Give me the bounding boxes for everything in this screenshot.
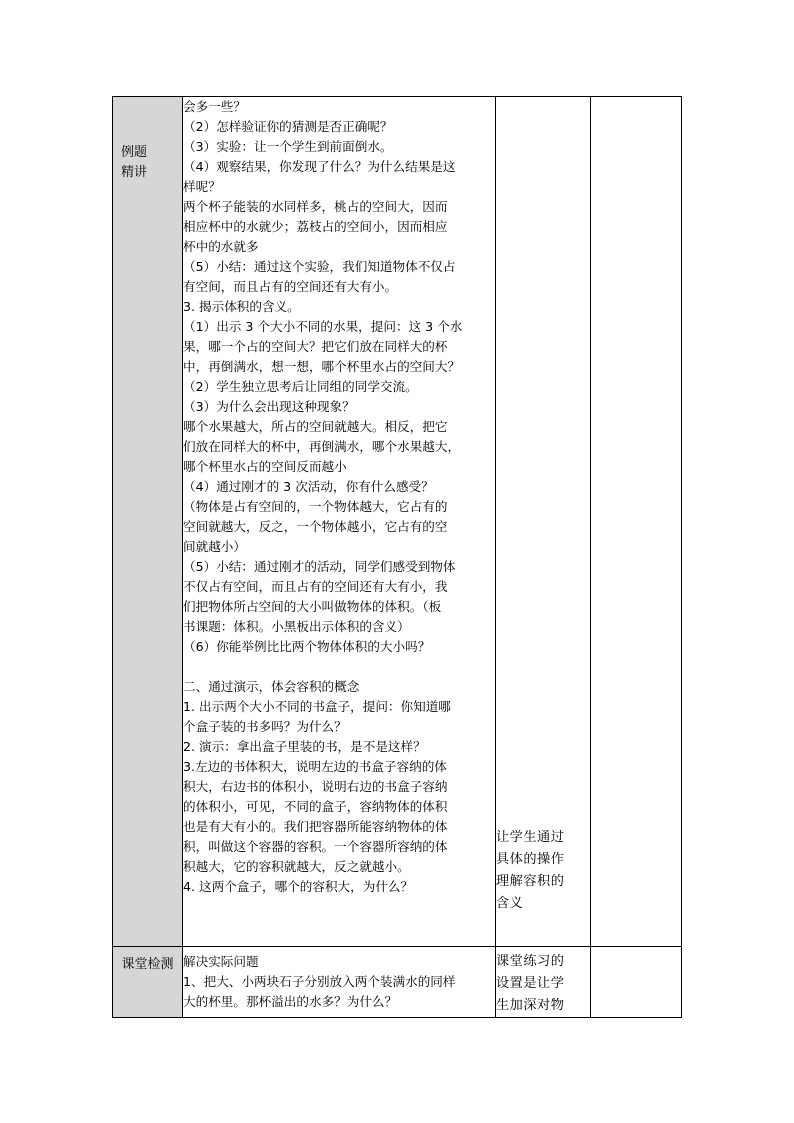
content-line: 杯中的水就多 bbox=[183, 239, 259, 254]
content-line: 们放在同样大的杯中，再倒满水，哪个水果越大， bbox=[183, 439, 461, 454]
content-line: （4）观察结果，你发现了什么？为什么结果是这 bbox=[183, 159, 456, 174]
content-line: 的体积小，可见，不同的盒子，容纳物体的体积 bbox=[183, 799, 448, 814]
content-line: 哪个水果越大，所占的空间就越大。相反，把它 bbox=[183, 419, 448, 434]
content-line: 积越大，它的容积就越大，反之就越小。 bbox=[183, 859, 410, 874]
extra-cell bbox=[591, 97, 682, 947]
content-line: 积大，右边书的体积小，说明右边的书盒子容纳 bbox=[183, 779, 448, 794]
content-line: 中，再倒满水，想一想，哪个杯里水占的空间大？ bbox=[183, 359, 461, 374]
content-line: 们把物体所占空间的大小叫做物体的体积。（板 bbox=[183, 599, 442, 614]
note-line: 让学生通过 bbox=[496, 830, 565, 845]
note-line: 理解容积的 bbox=[496, 874, 565, 889]
blank-line bbox=[183, 657, 495, 677]
content-line: 3. 揭示体积的含义。 bbox=[183, 299, 300, 314]
content-line: 3.左边的书体积大，说明左边的书盒子容纳的体 bbox=[183, 759, 447, 774]
section-label-example bbox=[113, 97, 183, 947]
lesson-content bbox=[183, 947, 496, 1018]
lesson-plan-table bbox=[112, 96, 682, 1018]
section-label-line: 例题 bbox=[121, 145, 148, 160]
content-line: （3）实验：让一个学生到前面倒水。 bbox=[183, 139, 393, 154]
content-line: 1、把大、小两块石子分别放入两个装满水的同样 bbox=[183, 974, 456, 989]
content-line: 相应杯中的水就少；荔枝占的空间小，因而相应 bbox=[183, 219, 448, 234]
content-line: 解决实际问题 bbox=[183, 954, 259, 969]
content-line: （1）出示 3 个大小不同的水果，提问：这 3 个水 bbox=[183, 319, 463, 334]
extra-cell bbox=[591, 947, 682, 1018]
content-line: 书课题：体积。小黑板出示体积的含义） bbox=[183, 619, 410, 634]
content-line: （物体是占有空间的，一个物体越大，它占有的 bbox=[183, 499, 448, 514]
design-note bbox=[496, 947, 591, 1018]
content-line: 大的杯里。那杯溢出的水多？为什么？ bbox=[183, 994, 398, 1009]
content-line: 有空间，而且占有的空间还有大有小。 bbox=[183, 279, 398, 294]
content-line: （2）学生独立思考后让同组的同学交流。 bbox=[183, 379, 418, 394]
note-line: 含义 bbox=[496, 896, 524, 911]
note-line: 生加深对物 bbox=[496, 998, 565, 1013]
content-line: （3）为什么会出现这种现象？ bbox=[183, 399, 355, 414]
note-line: 课堂练习的 bbox=[496, 954, 565, 969]
content-line: 哪个杯里水占的空间反而越小 bbox=[183, 459, 347, 474]
content-line: 不仅占有空间，而且占有的空间还有大有小，我 bbox=[183, 579, 448, 594]
content-line: 4. 这两个盒子，哪个的容积大，为什么？ bbox=[183, 879, 414, 894]
note-line: 设置是让学 bbox=[496, 976, 565, 991]
table-row bbox=[113, 947, 682, 1018]
content-line: 果，哪一个占的空间大？把它们放在同样大的杯 bbox=[183, 339, 448, 354]
content-line: 个盒子装的书多吗？为什么？ bbox=[183, 719, 347, 734]
content-line: 2. 演示：拿出盒子里装的书，是不是这样？ bbox=[183, 739, 426, 754]
content-line: （2）怎样验证你的猜测是否正确呢？ bbox=[183, 119, 393, 134]
content-line: （6）你能举例比比两个物体体积的大小吗？ bbox=[183, 639, 431, 654]
content-line: 两个杯子能装的水同样多，桃占的空间大，因而 bbox=[183, 199, 448, 214]
content-line: 间就越小） bbox=[183, 539, 246, 554]
table-row bbox=[113, 97, 682, 947]
section-label-line: 精讲 bbox=[121, 165, 148, 180]
content-line: 样呢？ bbox=[183, 179, 221, 194]
content-line: （5）小结：通过这个实验，我们知道物体不仅占 bbox=[183, 259, 456, 274]
content-line: 也是有大有小的。我们把容器所能容纳物体的体 bbox=[183, 819, 448, 834]
lesson-content bbox=[183, 97, 496, 947]
content-line: 二、通过演示，体会容积的概念 bbox=[183, 679, 360, 694]
content-line: （4）通过刚才的 3 次活动，你有什么感受？ bbox=[183, 479, 434, 494]
content-line: 积，叫做这个容器的容积。一个容器所容纳的体 bbox=[183, 839, 448, 854]
content-line: 空间就越大，反之，一个物体越小，它占有的空 bbox=[183, 519, 448, 534]
content-line: （5）小结：通过刚才的活动，同学们感受到物体 bbox=[183, 559, 456, 574]
section-label-test: 课堂检测 bbox=[113, 947, 183, 1018]
design-note bbox=[496, 97, 591, 947]
content-line: 1. 出示两个大小不同的书盒子，提问：你知道哪 bbox=[183, 699, 451, 714]
note-line: 具体的操作 bbox=[496, 852, 565, 867]
content-line: 会多一些？ bbox=[183, 99, 246, 114]
